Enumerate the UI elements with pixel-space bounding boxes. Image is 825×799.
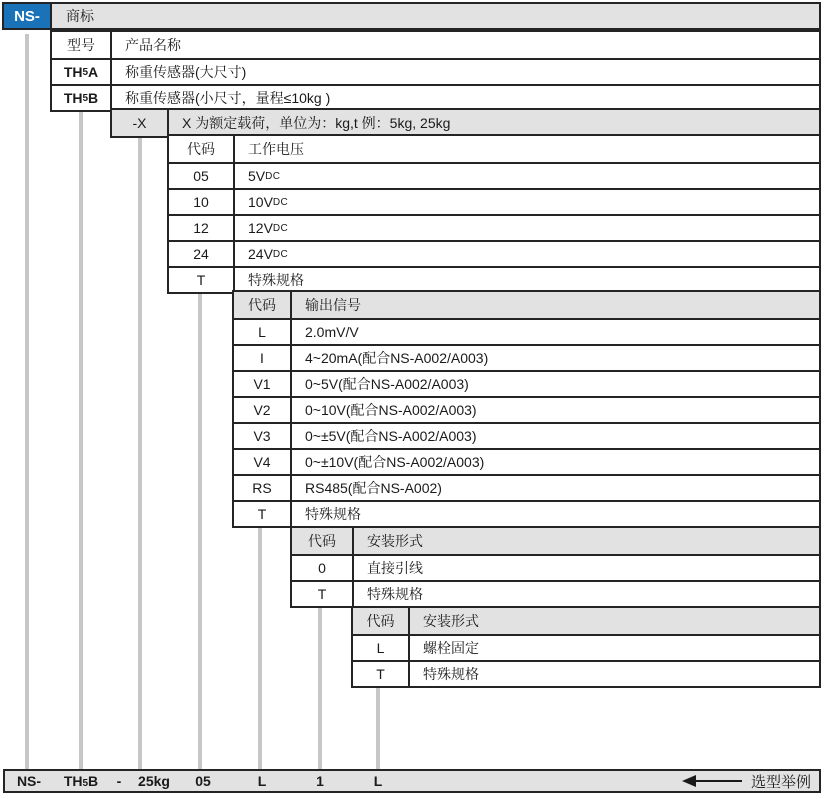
- table-row: [169, 266, 819, 292]
- output-code: I: [234, 346, 292, 370]
- table-header-row: [52, 32, 819, 58]
- voltage-value: 10V: [248, 194, 273, 210]
- voltage-table: [167, 134, 821, 294]
- voltage-value: 5V: [248, 168, 266, 184]
- voltage-value: 24V: [248, 246, 273, 262]
- voltage-unit-sub: DC: [265, 170, 281, 182]
- example-load: 25kg: [138, 773, 170, 789]
- table-row: [234, 370, 819, 396]
- mount1-header-code: 代码: [292, 528, 354, 554]
- model-code-sub: 5: [82, 93, 89, 104]
- example-output: L: [257, 773, 267, 789]
- output-desc: 0~±10V(配合NS-A002/A003): [305, 454, 485, 470]
- output-code: V1: [234, 372, 292, 396]
- model-code-th5a: [52, 60, 112, 84]
- output-code: V4: [234, 450, 292, 474]
- table-row: [234, 318, 819, 344]
- voltage-value: 特殊规格: [248, 272, 304, 288]
- table-row: [234, 396, 819, 422]
- table-header-row: [169, 136, 819, 162]
- mount2-header-code: 代码: [353, 608, 410, 634]
- table-row: [112, 110, 819, 136]
- voltage-value: 12V: [248, 220, 273, 236]
- model-code-pre: TH: [63, 90, 83, 106]
- output-desc: 2.0mV/V: [305, 324, 359, 340]
- mount2-code: L: [353, 636, 410, 660]
- voltage-desc: [235, 164, 819, 188]
- mount1-desc: 直接引线: [367, 560, 423, 576]
- model-desc: 称重传感器(大尺寸): [125, 64, 247, 80]
- table-row: [169, 214, 819, 240]
- output-code: V2: [234, 398, 292, 422]
- mount2-desc: 螺栓固定: [423, 640, 479, 656]
- arrow-shaft: [696, 780, 742, 782]
- voltage-header-code: 代码: [169, 136, 235, 162]
- table-row: [169, 162, 819, 188]
- output-desc: 4~20mA(配合NS-A002/A003): [305, 350, 489, 366]
- model-code-sub: 5: [82, 67, 89, 78]
- table-row: [353, 634, 819, 660]
- table-row: [292, 580, 819, 606]
- voltage-code: 24: [169, 242, 235, 266]
- mount1-code: T: [292, 582, 354, 606]
- example-arrow: [682, 771, 811, 791]
- table-row: [52, 58, 819, 84]
- voltage-desc: [235, 190, 819, 214]
- output-code: RS: [234, 476, 292, 500]
- mount-table-1: [290, 526, 821, 608]
- connector-line: [318, 604, 322, 771]
- voltage-unit-sub: DC: [272, 196, 289, 208]
- output-desc: RS485(配合NS-A002): [305, 480, 442, 496]
- mount2-header-name: 安装形式: [410, 608, 819, 634]
- table-row: [169, 188, 819, 214]
- mount1-desc: 特殊规格: [367, 586, 423, 602]
- table-row: [292, 554, 819, 580]
- output-desc: 0~±5V(配合NS-A002/A003): [305, 428, 477, 444]
- example-model-pre: TH: [63, 773, 83, 789]
- load-desc: X 为额定载荷，单位为：kg,t 例：5kg, 25kg: [169, 110, 819, 136]
- example-model-sub: 5: [82, 778, 89, 789]
- voltage-code: 12: [169, 216, 235, 240]
- voltage-desc: [235, 216, 819, 240]
- example-mount2: L: [373, 773, 383, 789]
- voltage-desc: [235, 268, 819, 292]
- table-row: [234, 344, 819, 370]
- connector-line: [138, 134, 142, 771]
- model-code-post: A: [88, 64, 99, 80]
- table-row: [234, 422, 819, 448]
- output-header-code: 代码: [234, 292, 292, 318]
- table-header-row: [353, 608, 819, 634]
- example-prefix: NS-: [16, 773, 42, 789]
- voltage-code: T: [169, 268, 235, 292]
- table-row: [234, 448, 819, 474]
- table-row: [52, 84, 819, 110]
- example-bar: [3, 769, 821, 793]
- table-header-row: [292, 528, 819, 554]
- model-code-th5b: [52, 86, 112, 110]
- mount-table-2: [351, 606, 821, 688]
- output-code: L: [234, 320, 292, 344]
- trademark-label: 商标: [66, 8, 94, 24]
- example-dash: -: [116, 773, 122, 789]
- arrow-left-icon: [682, 775, 696, 787]
- connector-line: [376, 684, 380, 771]
- model-code-post: B: [88, 90, 99, 106]
- output-desc: 特殊规格: [305, 506, 361, 522]
- output-desc: 0~5V(配合NS-A002/A003): [305, 376, 469, 392]
- voltage-unit-sub: DC: [272, 248, 289, 260]
- connector-line: [198, 290, 202, 771]
- model-header-name: 产品名称: [125, 37, 181, 53]
- mount2-code: T: [353, 662, 410, 686]
- output-signal-table: [232, 290, 821, 528]
- example-arrow-label: 选型举例: [750, 773, 811, 791]
- output-code: T: [234, 502, 292, 526]
- connector-line: [25, 34, 29, 771]
- connector-line: [79, 108, 83, 771]
- connector-line: [258, 524, 262, 771]
- voltage-desc: [235, 242, 819, 266]
- output-header-name: 输出信号: [292, 292, 819, 318]
- output-code: V3: [234, 424, 292, 448]
- voltage-code: 05: [169, 164, 235, 188]
- example-model-post: B: [88, 773, 99, 789]
- example-model: [64, 773, 98, 789]
- brand-badge: [2, 2, 52, 30]
- table-header-row: [234, 292, 819, 318]
- output-desc: 0~10V(配合NS-A002/A003): [305, 402, 477, 418]
- voltage-header-name: 工作电压: [248, 141, 304, 157]
- mount1-code: 0: [292, 556, 354, 580]
- load-code: -X: [112, 110, 169, 136]
- table-row: [234, 474, 819, 500]
- table-row: [234, 500, 819, 526]
- model-desc: 称重传感器(小尺寸，量程≤10kg ): [125, 90, 331, 106]
- mount1-header-name: 安装形式: [354, 528, 819, 554]
- model-table: [50, 30, 821, 112]
- trademark-cell: [52, 2, 821, 30]
- brand-prefix: NS-: [14, 7, 40, 25]
- model-code-pre: TH: [63, 64, 83, 80]
- model-header-code: 型号: [52, 32, 112, 58]
- mount2-desc: 特殊规格: [423, 666, 479, 682]
- example-mount1: 1: [316, 773, 324, 789]
- example-voltage: 05: [195, 773, 211, 789]
- voltage-code: 10: [169, 190, 235, 214]
- table-row: [353, 660, 819, 686]
- table-row: [169, 240, 819, 266]
- voltage-unit-sub: DC: [272, 222, 289, 234]
